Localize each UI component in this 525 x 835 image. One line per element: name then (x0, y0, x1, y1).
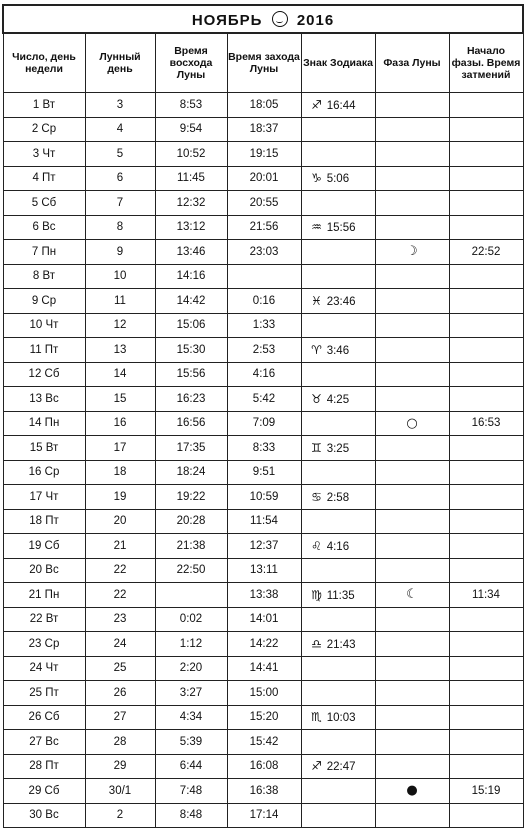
moonrise-cell: 8:48 (155, 803, 227, 828)
zodiac-cell (301, 264, 375, 289)
phase-start-cell (449, 607, 523, 632)
moon-phase-cell (375, 436, 449, 461)
moon-phase-cell (375, 142, 449, 167)
zodiac-cell (301, 509, 375, 534)
zodiac-sign-icon: ♏ (311, 710, 322, 725)
table-row (3, 779, 523, 804)
lunar-day-cell: 23 (85, 607, 155, 632)
moon-phase-cell (375, 362, 449, 387)
moon-phase-cell (375, 93, 449, 118)
phase-start-cell (449, 387, 523, 412)
phase-start-cell (449, 436, 523, 461)
moonrise-cell: 7:48 (155, 779, 227, 804)
zodiac-sign-icon: ♍ (311, 587, 322, 602)
moonrise-cell: 15:06 (155, 313, 227, 338)
phase-start-cell (449, 362, 523, 387)
zodiac-cell (301, 632, 375, 657)
moonrise-cell: 16:56 (155, 411, 227, 436)
moonrise-cell: 0:02 (155, 607, 227, 632)
table-row (3, 681, 523, 706)
moon-phase-cell (375, 215, 449, 240)
moonrise-cell: 2:20 (155, 656, 227, 681)
calendar-title (3, 5, 523, 33)
moon-phase-cell (375, 656, 449, 681)
zodiac-sign-icon: ♉ (311, 391, 322, 406)
moonrise-cell: 13:12 (155, 215, 227, 240)
zodiac-cell (301, 436, 375, 461)
moon-phase-cell (375, 338, 449, 363)
moonset-cell: 16:08 (227, 754, 301, 779)
zodiac-sign-icon: ♋ (311, 489, 322, 504)
moonset-cell: 20:55 (227, 191, 301, 216)
header-row (3, 33, 523, 93)
zodiac-cell (301, 607, 375, 632)
phase-start-cell (449, 166, 523, 191)
phase-start-cell (449, 485, 523, 510)
moonrise-cell: 5:39 (155, 730, 227, 755)
phase-start-cell (449, 534, 523, 559)
moonrise-cell: 17:35 (155, 436, 227, 461)
zodiac-cell (301, 313, 375, 338)
lunar-day-cell: 14 (85, 362, 155, 387)
moonset-cell (227, 264, 301, 289)
date-cell: 23 Ср (3, 632, 85, 657)
phase-start-cell (449, 191, 523, 216)
date-cell: 21 Пн (3, 583, 85, 608)
moon-phase-cell (375, 705, 449, 730)
lunar-day-cell: 15 (85, 387, 155, 412)
moon-phase-cell: ☽ (375, 240, 449, 265)
zodiac-cell (301, 558, 375, 583)
zodiac-cell (301, 166, 375, 191)
lunar-day-cell: 4 (85, 117, 155, 142)
lunar-day-cell: 10 (85, 264, 155, 289)
lunar-day-cell: 24 (85, 632, 155, 657)
zodiac-sign-icon: ♒ (311, 220, 322, 235)
zodiac-cell (301, 142, 375, 167)
zodiac-cell (301, 289, 375, 314)
moon-phase-cell (375, 313, 449, 338)
moonset-cell: 0:16 (227, 289, 301, 314)
phase-start-cell (449, 730, 523, 755)
moon-phase-cell (375, 387, 449, 412)
zodiac-sign-icon: ♊ (311, 440, 322, 455)
lunar-day-cell: 26 (85, 681, 155, 706)
lunar-day-cell: 22 (85, 558, 155, 583)
table-row (3, 411, 523, 436)
zodiac-time: 11:35 (326, 589, 355, 602)
moon-phase-cell (375, 730, 449, 755)
date-cell: 25 Пт (3, 681, 85, 706)
col-header-zodiac: Знак Зодиака (301, 33, 375, 93)
moonrise-cell: 12:32 (155, 191, 227, 216)
zodiac-time: 4:25 (326, 393, 350, 406)
moonrise-cell: 9:54 (155, 117, 227, 142)
table-row (3, 362, 523, 387)
lunar-day-cell: 6 (85, 166, 155, 191)
date-cell: 29 Сб (3, 779, 85, 804)
moonset-cell: 4:16 (227, 362, 301, 387)
zodiac-cell (301, 485, 375, 510)
date-cell: 10 Чт (3, 313, 85, 338)
date-cell: 3 Чт (3, 142, 85, 167)
moonset-cell: 5:42 (227, 387, 301, 412)
moon-phase-cell (375, 803, 449, 828)
phase-start-cell (449, 681, 523, 706)
phase-start-cell (449, 754, 523, 779)
table-row (3, 509, 523, 534)
phase-start-cell (449, 93, 523, 118)
moonset-cell: 1:33 (227, 313, 301, 338)
lunar-day-cell: 29 (85, 754, 155, 779)
moonrise-cell: 13:46 (155, 240, 227, 265)
table-row (3, 705, 523, 730)
moonset-cell: 17:14 (227, 803, 301, 828)
table-row (3, 117, 523, 142)
date-cell: 30 Вс (3, 803, 85, 828)
lunar-day-cell: 17 (85, 436, 155, 461)
moon-phase-cell (375, 754, 449, 779)
moon-phase-cell: ☾ (375, 583, 449, 608)
table-row (3, 313, 523, 338)
phase-start-cell (449, 142, 523, 167)
phase-start-cell (449, 656, 523, 681)
zodiac-sign-icon: ♐ (311, 759, 322, 774)
zodiac-cell (301, 117, 375, 142)
moon-phase-cell: ● (375, 779, 449, 804)
lunar-day-cell: 19 (85, 485, 155, 510)
title-year: 2016 (296, 12, 335, 29)
phase-start-cell: 22:52 (449, 240, 523, 265)
date-cell: 12 Сб (3, 362, 85, 387)
moonrise-cell: 19:22 (155, 485, 227, 510)
table-row (3, 607, 523, 632)
moon-phase-cell (375, 191, 449, 216)
table-row (3, 754, 523, 779)
lunar-day-cell: 20 (85, 509, 155, 534)
lunar-day-cell: 27 (85, 705, 155, 730)
moonrise-cell: 1:12 (155, 632, 227, 657)
moonset-cell: 18:05 (227, 93, 301, 118)
moonset-cell: 12:37 (227, 534, 301, 559)
date-cell: 4 Пт (3, 166, 85, 191)
lunar-day-cell: 28 (85, 730, 155, 755)
phase-start-cell (449, 338, 523, 363)
table-row (3, 485, 523, 510)
date-cell: 27 Вс (3, 730, 85, 755)
table-row (3, 583, 523, 608)
table-row (3, 387, 523, 412)
zodiac-cell (301, 803, 375, 828)
phase-start-cell (449, 803, 523, 828)
table-row (3, 215, 523, 240)
zodiac-cell (301, 681, 375, 706)
phase-start-cell (449, 558, 523, 583)
zodiac-cell (301, 338, 375, 363)
moonrise-cell: 14:42 (155, 289, 227, 314)
moonrise-cell: 3:27 (155, 681, 227, 706)
phase-start-cell (449, 313, 523, 338)
table-row (3, 264, 523, 289)
phase-start-cell (449, 117, 523, 142)
zodiac-cell (301, 362, 375, 387)
date-cell: 5 Сб (3, 191, 85, 216)
lunar-day-cell: 2 (85, 803, 155, 828)
zodiac-time: 16:44 (326, 99, 356, 112)
zodiac-time: 22:47 (326, 761, 356, 774)
moon-phase-cell (375, 534, 449, 559)
moonset-cell: 13:11 (227, 558, 301, 583)
lunar-calendar-table (2, 4, 524, 828)
date-cell: 20 Вс (3, 558, 85, 583)
date-cell: 1 Вт (3, 93, 85, 118)
moonset-cell: 20:01 (227, 166, 301, 191)
date-cell: 22 Вт (3, 607, 85, 632)
moonrise-cell: 11:45 (155, 166, 227, 191)
date-cell: 9 Ср (3, 289, 85, 314)
phase-start-cell (449, 509, 523, 534)
date-cell: 15 Вт (3, 436, 85, 461)
moonrise-cell: 20:28 (155, 509, 227, 534)
table-row (3, 93, 523, 118)
moonrise-cell: 10:52 (155, 142, 227, 167)
table-row (3, 730, 523, 755)
moon-phase-cell (375, 264, 449, 289)
moonset-cell: 9:51 (227, 460, 301, 485)
zodiac-time: 4:16 (326, 540, 350, 553)
moonrise-cell: 16:23 (155, 387, 227, 412)
zodiac-cell (301, 411, 375, 436)
moonrise-cell: 4:34 (155, 705, 227, 730)
zodiac-sign-icon: ♌ (311, 538, 322, 553)
zodiac-cell (301, 460, 375, 485)
table-row (3, 460, 523, 485)
lunar-day-cell: 16 (85, 411, 155, 436)
moonset-cell: 7:09 (227, 411, 301, 436)
table-row (3, 338, 523, 363)
date-cell: 14 Пн (3, 411, 85, 436)
zodiac-cell (301, 730, 375, 755)
date-cell: 24 Чт (3, 656, 85, 681)
phase-start-cell (449, 264, 523, 289)
phase-start-cell (449, 632, 523, 657)
moonrise-cell: 22:50 (155, 558, 227, 583)
phase-start-cell (449, 289, 523, 314)
moon-phase-cell (375, 289, 449, 314)
zodiac-cell (301, 534, 375, 559)
date-cell: 28 Пт (3, 754, 85, 779)
lunar-day-cell: 13 (85, 338, 155, 363)
moonrise-cell: 18:24 (155, 460, 227, 485)
date-cell: 2 Ср (3, 117, 85, 142)
lunar-day-cell: 12 (85, 313, 155, 338)
moonset-cell: 15:42 (227, 730, 301, 755)
zodiac-sign-icon: ♓ (311, 293, 322, 308)
moonset-cell: 14:01 (227, 607, 301, 632)
moon-phase-cell (375, 117, 449, 142)
zodiac-cell (301, 215, 375, 240)
zodiac-cell (301, 583, 375, 608)
lunar-day-cell: 21 (85, 534, 155, 559)
date-cell: 7 Пн (3, 240, 85, 265)
moonset-cell: 8:33 (227, 436, 301, 461)
lunar-day-cell: 22 (85, 583, 155, 608)
moon-phase-cell: ○ (375, 411, 449, 436)
lunar-day-cell: 25 (85, 656, 155, 681)
zodiac-sign-icon: ♑ (311, 171, 322, 186)
zodiac-sign-icon: ♐ (311, 97, 322, 112)
zodiac-sign-icon: ♈ (311, 342, 322, 357)
col-header-lunar-day: Лунный день (85, 33, 155, 93)
table-row (3, 289, 523, 314)
moonrise-cell (155, 583, 227, 608)
col-header-moon-phase: Фаза Луны (375, 33, 449, 93)
zodiac-cell (301, 779, 375, 804)
moonrise-cell: 14:16 (155, 264, 227, 289)
moonset-cell: 13:38 (227, 583, 301, 608)
moon-phase-cell (375, 460, 449, 485)
moon-phase-cell (375, 607, 449, 632)
moon-face-icon (272, 11, 288, 27)
table-row (3, 803, 523, 828)
moonset-cell: 19:15 (227, 142, 301, 167)
table-row (3, 240, 523, 265)
col-header-moonrise: Время восхода Луны (155, 33, 227, 93)
moonset-cell: 21:56 (227, 215, 301, 240)
phase-start-cell: 11:34 (449, 583, 523, 608)
zodiac-cell (301, 754, 375, 779)
zodiac-cell (301, 656, 375, 681)
zodiac-time: 15:56 (326, 222, 356, 235)
moonset-cell: 2:53 (227, 338, 301, 363)
moon-phase-cell (375, 558, 449, 583)
date-cell: 17 Чт (3, 485, 85, 510)
phase-start-cell: 16:53 (449, 411, 523, 436)
date-cell: 18 Пт (3, 509, 85, 534)
moonset-cell: 18:37 (227, 117, 301, 142)
date-cell: 8 Вт (3, 264, 85, 289)
date-cell: 11 Пт (3, 338, 85, 363)
col-header-phase-start: Начало фазы. Время затмений (449, 33, 523, 93)
zodiac-sign-icon: ♎ (311, 636, 322, 651)
phase-start-cell: 15:19 (449, 779, 523, 804)
table-row (3, 558, 523, 583)
table-row (3, 142, 523, 167)
moonrise-cell: 21:38 (155, 534, 227, 559)
zodiac-time: 2:58 (326, 491, 350, 504)
moonrise-cell: 8:53 (155, 93, 227, 118)
moonset-cell: 15:00 (227, 681, 301, 706)
moonrise-cell: 15:30 (155, 338, 227, 363)
moon-phase-cell (375, 681, 449, 706)
lunar-day-cell: 11 (85, 289, 155, 314)
col-header-moonset: Время захода Луны (227, 33, 301, 93)
moon-phase-cell (375, 166, 449, 191)
date-cell: 26 Сб (3, 705, 85, 730)
lunar-day-cell: 5 (85, 142, 155, 167)
lunar-day-cell: 9 (85, 240, 155, 265)
zodiac-time: 10:03 (326, 712, 356, 725)
date-cell: 19 Сб (3, 534, 85, 559)
phase-start-cell (449, 215, 523, 240)
moonset-cell: 11:54 (227, 509, 301, 534)
lunar-calendar-page (2, 4, 522, 828)
zodiac-time: 23:46 (326, 295, 356, 308)
table-row (3, 191, 523, 216)
zodiac-time: 21:43 (326, 638, 356, 651)
moonset-cell: 14:41 (227, 656, 301, 681)
lunar-day-cell: 30/1 (85, 779, 155, 804)
zodiac-time: 5:06 (326, 173, 350, 186)
zodiac-cell (301, 387, 375, 412)
zodiac-time: 3:25 (326, 442, 350, 455)
zodiac-cell (301, 191, 375, 216)
moonset-cell: 23:03 (227, 240, 301, 265)
lunar-day-cell: 8 (85, 215, 155, 240)
lunar-day-cell: 3 (85, 93, 155, 118)
zodiac-time: 3:46 (326, 344, 350, 357)
zodiac-cell (301, 705, 375, 730)
moonset-cell: 16:38 (227, 779, 301, 804)
table-row (3, 436, 523, 461)
table-row (3, 534, 523, 559)
lunar-day-cell: 18 (85, 460, 155, 485)
title-month: НОЯБРЬ (191, 12, 263, 29)
moon-phase-cell (375, 509, 449, 534)
col-header-date: Число, день недели (3, 33, 85, 93)
table-row (3, 166, 523, 191)
lunar-day-cell: 7 (85, 191, 155, 216)
moon-phase-cell (375, 485, 449, 510)
date-cell: 16 Ср (3, 460, 85, 485)
table-row (3, 656, 523, 681)
zodiac-cell (301, 93, 375, 118)
phase-start-cell (449, 705, 523, 730)
table-row (3, 632, 523, 657)
zodiac-cell (301, 240, 375, 265)
moon-phase-cell (375, 632, 449, 657)
moonrise-cell: 6:44 (155, 754, 227, 779)
phase-start-cell (449, 460, 523, 485)
date-cell: 6 Вс (3, 215, 85, 240)
moonset-cell: 15:20 (227, 705, 301, 730)
date-cell: 13 Вс (3, 387, 85, 412)
moonrise-cell: 15:56 (155, 362, 227, 387)
moonset-cell: 14:22 (227, 632, 301, 657)
moonset-cell: 10:59 (227, 485, 301, 510)
